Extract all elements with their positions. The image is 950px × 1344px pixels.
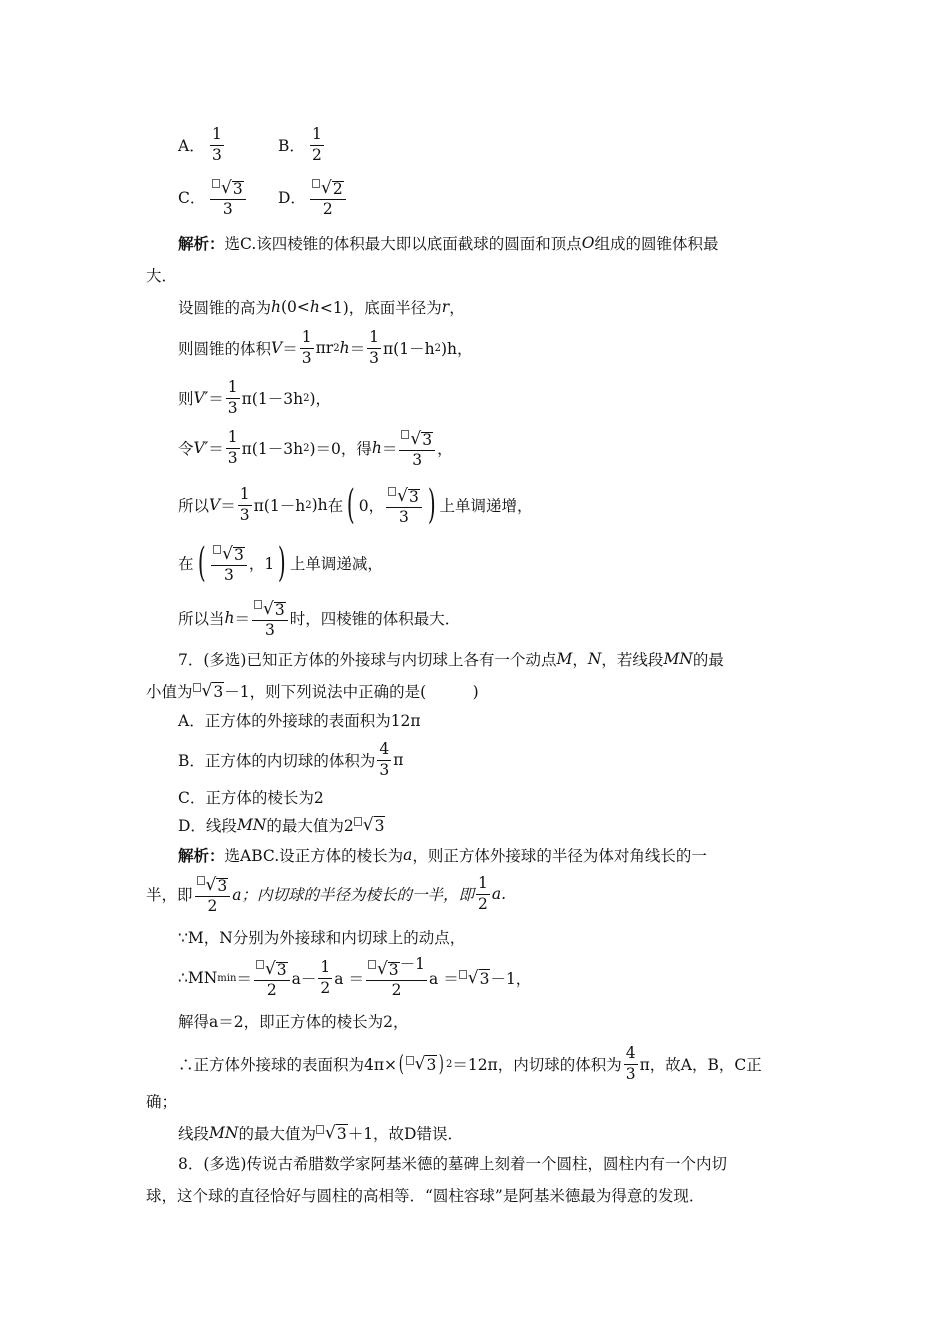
sqrt-symbol: √ 3: [316, 1123, 348, 1143]
fraction: √ 3 －1 2: [366, 957, 427, 999]
fraction: √ 2 2: [310, 176, 346, 218]
fraction: $\frac{4}{3}$: [625, 1044, 636, 1083]
solution6-line4: 则圆锥的体积 V ＝ $\frac{1}{3}$ πr 2 h ＝ $\frac{1}{3}$ π(1－h 2 )h，: [178, 328, 473, 367]
sqrt-symbol: √ 3: [254, 600, 286, 618]
fraction: $\frac{1}{2}$: [320, 958, 331, 997]
solution6-line8: 在 ( √ 3 3 ，1 ) 上单调递减，: [178, 540, 383, 586]
fraction: √ 3 3: [386, 484, 422, 526]
question7-option-a: A．正方体的外接球的表面积为12π: [178, 712, 421, 730]
solution7-line4: ∴MN min ＝ √ 3 2 a－ $\frac{1}{2}$ a ＝ √ 3 －1 2 a ＝ √ 3 －1，: [178, 955, 532, 1000]
solution6-line2: 大．: [146, 267, 178, 285]
sqrt-symbol: √ 3: [459, 968, 491, 988]
fraction: √ 3 3: [399, 427, 435, 469]
solution7-line6: ∴正方体外接球的表面积为4π× ( √ 3 ) 2 ＝12π，内切球的体积为 $\frac{4}{3}$ π，故A，B，C正: [178, 1044, 762, 1083]
question7-option-b: B．正方体的内切球的体积为 $\frac{4}{3}$ π: [178, 740, 404, 779]
solution6-line7: 所以 V ＝ $\frac{1}{3}$ π(1－h 2 )h 在 ( 0， √ 3 3 ) 上单调递增，: [178, 482, 533, 528]
fraction: √ 3 3: [252, 597, 288, 639]
fraction: √ 3 3: [211, 542, 247, 584]
sqrt-symbol: √ 3: [213, 545, 245, 563]
right-paren: ): [278, 540, 286, 586]
fraction: $\frac{1}{2}$: [477, 874, 488, 913]
solution7-line3: ∵M，N分别为外接球和内切球上的动点，: [178, 929, 466, 947]
question8-line1: 8．(多选)传说古希腊数学家阿基米德的墓碑上刻着一个圆柱，圆柱内有一个内切: [178, 1155, 727, 1173]
sqrt-symbol: √ 3: [406, 1054, 438, 1074]
fraction: $\frac{4}{3}$: [379, 740, 390, 779]
fraction: $\frac{1}{2}$: [312, 125, 322, 164]
fraction: √ 3 3: [210, 176, 246, 218]
option-b: B． $\frac{1}{2}$: [278, 125, 322, 164]
option-c: C． √ 3 3: [178, 180, 248, 214]
fraction: $\frac{1}{3}$: [239, 485, 250, 524]
question7-line1: 7．(多选)已知正方体的外接球与内切球上各有一个动点 M ， N ，若线段 MN 的最: [178, 650, 724, 669]
solution6-line5: 则 V′ ＝ $\frac{1}{3}$ π(1－3h 2 )，: [178, 378, 332, 417]
solution7-line5: 解得a＝2，即正方体的棱长为2，: [178, 1013, 409, 1031]
solution6-line1: 解析： 选C.该四棱锥的体积最大即以底面截球的圆面和顶点 O 组成的圆锥体积最: [178, 234, 719, 253]
fraction: $\frac{1}{3}$: [227, 378, 238, 417]
question7-line2: 小值为 √ 3 －1，则下列说法中正确的是( ): [146, 681, 479, 701]
sqrt-symbol: √ 3: [354, 815, 386, 835]
sqrt-symbol: √ 3: [368, 960, 400, 978]
sqrt-symbol: √ 3: [212, 179, 244, 197]
solution6-line9: 所以当 h ＝ √ 3 3 时，四棱锥的体积最大．: [178, 599, 461, 640]
sqrt-symbol: √ 3: [401, 430, 433, 448]
left-paren: (: [398, 1051, 404, 1077]
left-paren: (: [347, 482, 355, 528]
fraction: $\frac{1}{3}$: [301, 328, 312, 367]
option-d: D． √ 2 2: [278, 180, 348, 214]
right-paren: ): [427, 482, 436, 528]
solution7-line8: 线段 MN 的最大值为 √ 3 ＋1，故D错误．: [178, 1123, 463, 1143]
solution7-line2: 半，即 √ 3 2 a；内切球的半径为棱长的一半，即 $\frac{1}{2}$ a.: [146, 874, 507, 916]
fraction: $\frac{1}{3}$: [212, 125, 222, 164]
fraction: √ 3 2: [195, 873, 231, 915]
question8-line2: 球，这个球的直径恰好与圆柱的高相等．“圆柱容球”是阿基米德最为得意的发现．: [146, 1187, 705, 1205]
solution6-line3: 设圆锥的高为 h (0< h <1)，底面半径为 r ，: [178, 298, 465, 317]
right-paren: ): [439, 1051, 445, 1077]
question7-option-d: D．线段 MN 的最大值为2 √ 3: [178, 815, 385, 835]
fraction: $\frac{1}{3}$: [227, 428, 238, 467]
option-a: A． $\frac{1}{3}$: [178, 125, 222, 164]
sqrt-symbol: √ 3: [256, 960, 288, 978]
fraction: $\frac{1}{3}$: [369, 328, 379, 367]
solution7-line1: 解析： 选ABC.设正方体的棱长为 a ，则正方体外接球的半径为体对角线长的一: [178, 846, 707, 865]
question7-option-c: C．正方体的棱长为2: [178, 789, 324, 807]
left-paren: (: [197, 540, 206, 586]
solution7-line7: 确；: [146, 1093, 178, 1111]
solution6-line6: 令 V′ ＝ $\frac{1}{3}$ π(1－3h 2 )＝0，得 h ＝ √ 3 3 ，: [178, 428, 453, 470]
sqrt-symbol: √ 3: [197, 876, 229, 894]
fraction: √ 3 2: [254, 957, 290, 999]
sqrt-symbol: √ 3: [193, 681, 225, 701]
sqrt-symbol: √ 2: [312, 179, 344, 197]
sqrt-symbol: √ 3: [388, 487, 420, 505]
